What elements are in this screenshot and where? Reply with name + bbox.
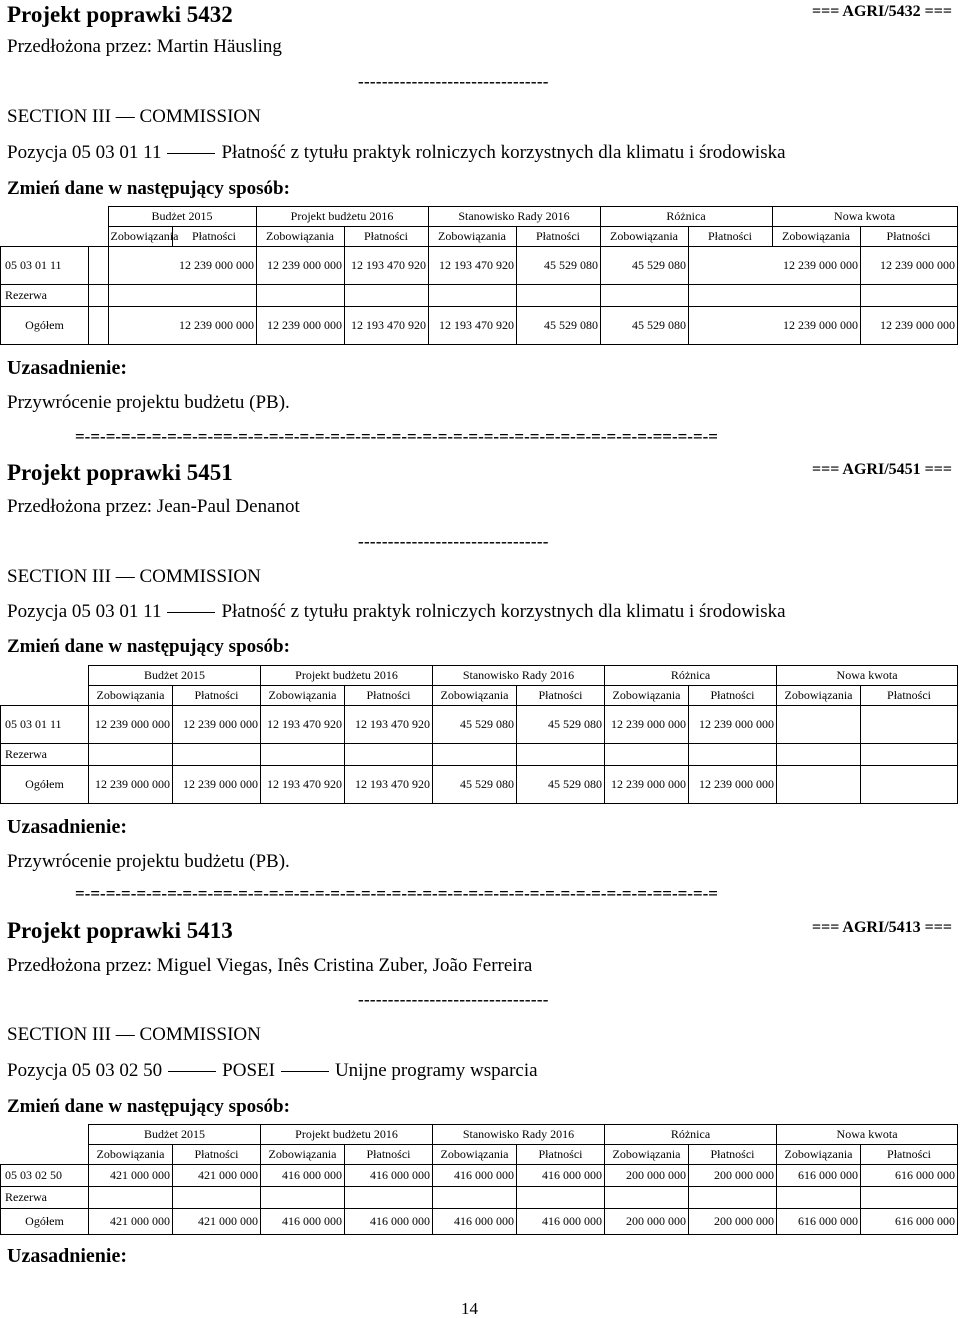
amendment-title: Projekt poprawki 5413 bbox=[7, 918, 233, 943]
value-cell: 12 239 000 000 bbox=[257, 247, 345, 285]
value-cell: 200 000 000 bbox=[689, 1209, 777, 1235]
item-description-2: Unijne programy wsparcia bbox=[334, 1060, 538, 1081]
value-cell: 12 193 470 920 bbox=[345, 706, 433, 744]
budget-item bbox=[7, 1060, 538, 1082]
value-cell: 12 239 000 000 bbox=[605, 706, 689, 744]
value-cell: 12 239 000 000 bbox=[109, 307, 257, 345]
amendment-author: Przedłożona przez: Miguel Viegas, Inês Cristina Zuber, João Ferreira bbox=[7, 955, 533, 976]
header-draft-budget-2016: Projekt budżetu 2016 bbox=[261, 1125, 433, 1145]
justification-text: Przywrócenie projektu budżetu (PB). bbox=[7, 851, 290, 872]
value-cell: 616 000 000 bbox=[777, 1165, 861, 1187]
subheader-payments: Płatności bbox=[860, 227, 957, 247]
value-cell: 421 000 000 bbox=[173, 1165, 261, 1187]
dash-divider: -------------------------------- bbox=[358, 72, 549, 91]
header-difference: Różnica bbox=[605, 1125, 777, 1145]
value-cell: 12 239 000 000 bbox=[689, 247, 861, 285]
value-cell: 12 239 000 000 bbox=[861, 307, 958, 345]
header-budget-2015: Budżet 2015 bbox=[108, 207, 256, 227]
amendment-ref: === AGRI/5451 === bbox=[811, 461, 952, 478]
value-cell: 12 239 000 000 bbox=[173, 706, 261, 744]
justification-heading: Uzasadnienie: bbox=[7, 1245, 127, 1267]
value-cell: 45 529 080 bbox=[601, 247, 689, 285]
header-council-position-2016: Stanowisko Rady 2016 bbox=[428, 207, 600, 227]
subheader-payments: Płatności bbox=[172, 227, 256, 247]
subheader-payments: Płatności bbox=[517, 686, 605, 706]
value-cell: 200 000 000 bbox=[605, 1165, 689, 1187]
table-row bbox=[1, 1165, 958, 1187]
table-row bbox=[1, 285, 958, 307]
value-cell: 200 000 000 bbox=[605, 1209, 689, 1235]
line-code: 05 03 01 11 bbox=[1, 706, 89, 744]
change-label: Zmień dane w następujący sposób: bbox=[7, 178, 290, 199]
value-cell: 12 239 000 000 bbox=[861, 247, 958, 285]
value-cell: 12 193 470 920 bbox=[429, 247, 517, 285]
amendment-author: Przedłożona przez: Martin Häusling bbox=[7, 36, 282, 57]
subheader-payments: Płatności bbox=[861, 1145, 958, 1165]
value-cell: 12 239 000 000 bbox=[605, 766, 689, 804]
dash-divider: -------------------------------- bbox=[358, 532, 549, 551]
value-cell: 12 239 000 000 bbox=[689, 706, 777, 744]
subheader-commitments: Zobowiązania bbox=[108, 227, 172, 247]
subheader-payments: Płatności bbox=[173, 686, 261, 706]
value-cell: 45 529 080 bbox=[433, 766, 517, 804]
subheader-payments: Płatności bbox=[345, 686, 433, 706]
table-row bbox=[1, 307, 958, 345]
budget-table bbox=[0, 206, 958, 247]
subheader-commitments: Zobowiązania bbox=[89, 1145, 173, 1165]
em-dash-line bbox=[167, 612, 215, 613]
subheader-commitments: Zobowiązania bbox=[600, 227, 688, 247]
justification-text: Przywrócenie projektu budżetu (PB). bbox=[7, 392, 290, 413]
budget-table-body bbox=[0, 246, 958, 345]
value-cell: 45 529 080 bbox=[517, 706, 605, 744]
value-cell: 616 000 000 bbox=[861, 1209, 958, 1235]
amendment-separator: =-=-=-=-=-=-=-=-=-==-=-=-=-=-=-=-=-=-=-=-=-=-=-=-=-=-=-=-=-=-=-=-=-=-=-=-=-==-=-=-= bbox=[75, 427, 718, 446]
header-budget-2015: Budżet 2015 bbox=[89, 1125, 261, 1145]
header-difference: Różnica bbox=[600, 207, 772, 227]
value-cell: 12 193 470 920 bbox=[345, 307, 429, 345]
section-heading: SECTION III — COMMISSION bbox=[7, 566, 261, 587]
em-dash-line bbox=[167, 153, 215, 154]
amendment-title: Projekt poprawki 5451 bbox=[7, 460, 233, 485]
amendment-author: Przedłożona przez: Jean-Paul Denanot bbox=[7, 496, 300, 517]
value-cell: 416 000 000 bbox=[433, 1209, 517, 1235]
subheader-payments: Płatności bbox=[861, 686, 958, 706]
value-cell: 200 000 000 bbox=[689, 1165, 777, 1187]
value-cell: 12 193 470 920 bbox=[261, 706, 345, 744]
change-label: Zmień dane w następujący sposób: bbox=[7, 1096, 290, 1117]
value-cell: 12 239 000 000 bbox=[689, 307, 861, 345]
subheader-commitments: Zobowiązania bbox=[777, 1145, 861, 1165]
header-council-position-2016: Stanowisko Rady 2016 bbox=[433, 666, 605, 686]
subheader-commitments: Zobowiązania bbox=[89, 686, 173, 706]
dash-divider: -------------------------------- bbox=[358, 990, 549, 1009]
justification-heading: Uzasadnienie: bbox=[7, 816, 127, 838]
value-cell: 12 193 470 920 bbox=[345, 766, 433, 804]
subheader-commitments: Zobowiązania bbox=[261, 1145, 345, 1165]
subheader-commitments: Zobowiązania bbox=[605, 686, 689, 706]
budget-item bbox=[7, 601, 786, 623]
header-difference: Różnica bbox=[605, 666, 777, 686]
budget-table bbox=[0, 665, 958, 804]
subheader-commitments: Zobowiązania bbox=[772, 227, 860, 247]
reserve-label: Rezerwa bbox=[1, 1187, 89, 1209]
subheader-commitments: Zobowiązania bbox=[605, 1145, 689, 1165]
amendment-ref: === AGRI/5413 === bbox=[811, 919, 952, 936]
table-row bbox=[1, 706, 958, 744]
subheader-payments: Płatności bbox=[517, 1145, 605, 1165]
table-row bbox=[1, 766, 958, 804]
amendment-separator: =-=-=-=-=-=-=-=-=-==-=-=-=-=-=-=-=-=-=-=-=-=-=-=-=-=-=-=-=-=-=-=-=-=-=-=-=-==-=-=-= bbox=[75, 884, 718, 903]
reserve-label: Rezerwa bbox=[1, 285, 89, 307]
value-cell: 616 000 000 bbox=[861, 1165, 958, 1187]
value-cell: 421 000 000 bbox=[89, 1165, 173, 1187]
total-label: Ogółem bbox=[1, 766, 89, 804]
em-dash-line bbox=[281, 1071, 329, 1072]
table-row bbox=[1, 744, 958, 766]
value-cell: 416 000 000 bbox=[261, 1209, 345, 1235]
justification-heading: Uzasadnienie: bbox=[7, 357, 127, 379]
line-code: 05 03 01 11 bbox=[1, 247, 89, 285]
subheader-commitments: Zobowiązania bbox=[433, 1145, 517, 1165]
total-label: Ogółem bbox=[1, 307, 89, 345]
line-code: 05 03 02 50 bbox=[1, 1165, 89, 1187]
budget-table bbox=[0, 1124, 958, 1235]
subheader-payments: Płatności bbox=[689, 1145, 777, 1165]
value-cell: 12 193 470 920 bbox=[261, 766, 345, 804]
item-description: POSEI bbox=[222, 1060, 275, 1081]
header-new-amount: Nowa kwota bbox=[772, 207, 957, 227]
amendment-ref: === AGRI/5432 === bbox=[811, 3, 952, 20]
subheader-payments: Płatności bbox=[173, 1145, 261, 1165]
budget-item bbox=[7, 142, 786, 164]
value-cell: 416 000 000 bbox=[517, 1209, 605, 1235]
value-cell: 12 193 470 920 bbox=[345, 247, 429, 285]
header-new-amount: Nowa kwota bbox=[777, 1125, 958, 1145]
value-cell: 12 239 000 000 bbox=[257, 307, 345, 345]
value-cell: 12 239 000 000 bbox=[89, 706, 173, 744]
subheader-payments: Płatności bbox=[344, 227, 428, 247]
table-row bbox=[1, 1187, 958, 1209]
reserve-label: Rezerwa bbox=[1, 744, 89, 766]
subheader-payments: Płatności bbox=[345, 1145, 433, 1165]
value-cell: 416 000 000 bbox=[261, 1165, 345, 1187]
value-cell: 12 239 000 000 bbox=[173, 766, 261, 804]
item-code: Pozycja 05 03 01 11 bbox=[7, 601, 162, 622]
value-cell: 45 529 080 bbox=[517, 766, 605, 804]
header-budget-2015: Budżet 2015 bbox=[89, 666, 261, 686]
section-heading: SECTION III — COMMISSION bbox=[7, 1024, 261, 1045]
item-description: Płatność z tytułu praktyk rolniczych korzystnych dla klimatu i środowiska bbox=[221, 601, 786, 622]
value-cell: 421 000 000 bbox=[173, 1209, 261, 1235]
header-new-amount: Nowa kwota bbox=[777, 666, 958, 686]
subheader-payments: Płatności bbox=[516, 227, 600, 247]
value-cell: 416 000 000 bbox=[345, 1165, 433, 1187]
header-council-position-2016: Stanowisko Rady 2016 bbox=[433, 1125, 605, 1145]
page-number: 14 bbox=[461, 1299, 478, 1318]
value-cell: 416 000 000 bbox=[433, 1165, 517, 1187]
subheader-commitments: Zobowiązania bbox=[433, 686, 517, 706]
value-cell: 12 193 470 920 bbox=[429, 307, 517, 345]
value-cell: 12 239 000 000 bbox=[689, 766, 777, 804]
header-draft-budget-2016: Projekt budżetu 2016 bbox=[261, 666, 433, 686]
table-row bbox=[1, 247, 958, 285]
subheader-commitments: Zobowiązania bbox=[256, 227, 344, 247]
subheader-payments: Płatności bbox=[688, 227, 772, 247]
value-cell: 416 000 000 bbox=[345, 1209, 433, 1235]
item-code: Pozycja 05 03 01 11 bbox=[7, 142, 162, 163]
table-row bbox=[1, 1209, 958, 1235]
em-dash-line bbox=[168, 1071, 216, 1072]
amendment-title: Projekt poprawki 5432 bbox=[7, 2, 233, 27]
subheader-commitments: Zobowiązania bbox=[261, 686, 345, 706]
value-cell: 12 239 000 000 bbox=[89, 766, 173, 804]
value-cell: 12 239 000 000 bbox=[109, 247, 257, 285]
item-description: Płatność z tytułu praktyk rolniczych korzystnych dla klimatu i środowiska bbox=[221, 142, 786, 163]
value-cell: 416 000 000 bbox=[517, 1165, 605, 1187]
total-label: Ogółem bbox=[1, 1209, 89, 1235]
subheader-payments: Płatności bbox=[689, 686, 777, 706]
subheader-commitments: Zobowiązania bbox=[428, 227, 516, 247]
change-label: Zmień dane w następujący sposób: bbox=[7, 636, 290, 657]
subheader-commitments: Zobowiązania bbox=[777, 686, 861, 706]
item-code: Pozycja 05 03 02 50 bbox=[7, 1060, 163, 1081]
value-cell: 45 529 080 bbox=[517, 247, 601, 285]
header-draft-budget-2016: Projekt budżetu 2016 bbox=[256, 207, 428, 227]
value-cell: 45 529 080 bbox=[517, 307, 601, 345]
value-cell: 616 000 000 bbox=[777, 1209, 861, 1235]
value-cell: 421 000 000 bbox=[89, 1209, 173, 1235]
value-cell: 45 529 080 bbox=[433, 706, 517, 744]
section-heading: SECTION III — COMMISSION bbox=[7, 106, 261, 127]
value-cell: 45 529 080 bbox=[601, 307, 689, 345]
